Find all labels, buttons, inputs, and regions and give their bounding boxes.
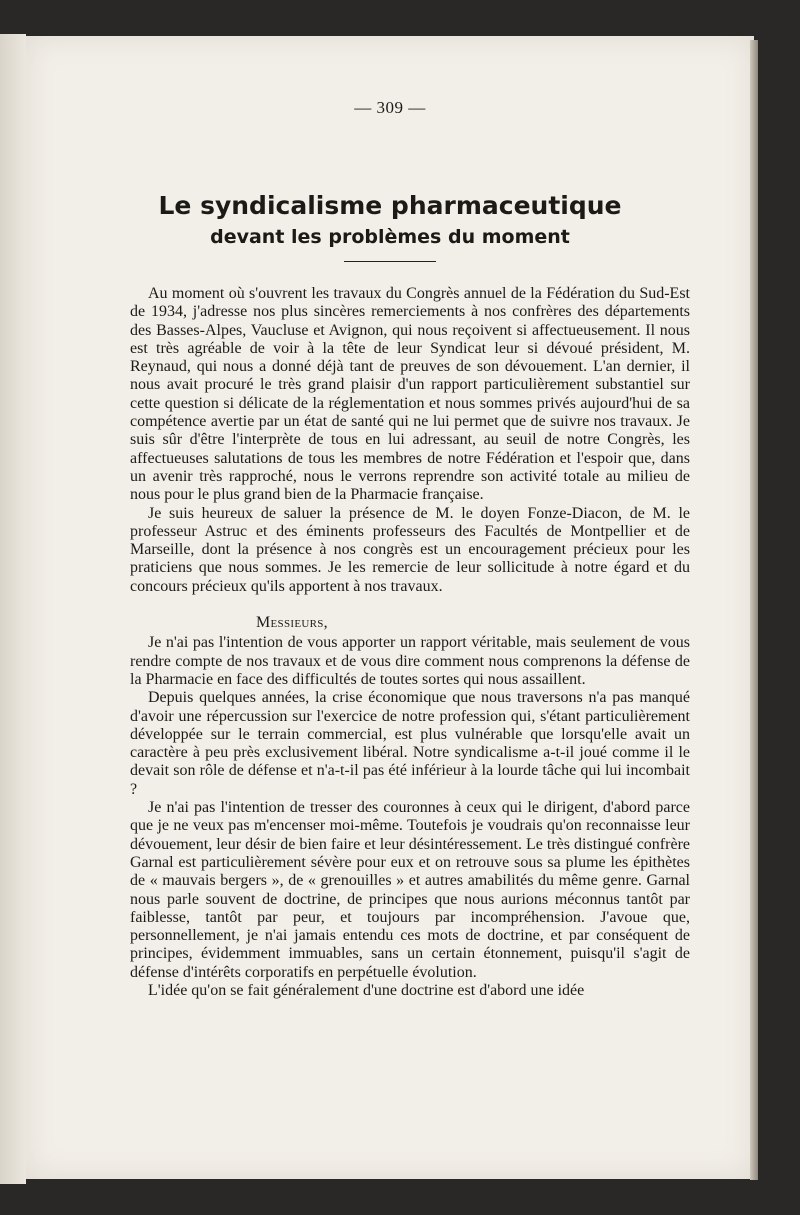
- article-body: [130, 285, 690, 1000]
- article-subtitle: devant les problèmes du moment: [210, 226, 570, 248]
- paragraph: Je n'ai pas l'intention de tresser des couronnes à ceux qui le dirigent, d'abord parce que je ne veux pas m'encenser moi-même. Toutefois je voudrais qu'on reconnaisse leur dévouement, leur désir de bien faire et leur désintéressement. Le très distingué confrère Garnal est particulièrement sévère pour eux et on retrouve sous sa plume les épithètes de « mauvais bergers », de « grenouilles » et autres amabilités du même genre. Garnal nous parle souvent de doctrine, de principes que nous aurions méconnus tantôt par faiblesse, tantôt par peur, et toujours par incompréhension. J'avoue que, personnellement, je n'ai jamais entendu ces mots de doctrine, et par conséquent de principes, évidemment immuables, sans un certain étonnement, puisqu'il s'agit de défense d'intérêts corporatifs en perpétuelle évolution.: [130, 799, 690, 981]
- page-number: — 309 —: [354, 98, 426, 117]
- title-divider: [344, 261, 436, 262]
- paragraph: Je n'ai pas l'intention de vous apporter un rapport véritable, mais seulement de vous rendre compte de nos travaux et de vous dire comment nous comprenons la défense de la Pharmacie en face des difficultés de toutes sortes qui nous assaillent.: [130, 634, 690, 688]
- paragraph: Au moment où s'ouvrent les travaux du Congrès annuel de la Fédération du Sud-Est de 1934, j'adresse nos plus sincères remerciements à nos confrères des départements des Basses-Alpes, Vaucluse et Avignon, qui nous reçoivent si affectueusement. Il nous est très agréable de voir à la tête de leur Syndicat leur si dévoué président, M. Reynaud, qui nous a donné déjà tant de preuves de son dévouement. L'an dernier, il nous avait procuré le très grand plaisir d'un rapport particulièrement substantiel sur cette question si délicate de la réglementation et nous sommes privés aujourd'hui de sa compétence avertie par un état de santé qui ne lui permet que de suivre nos travaux. Je suis sûr d'être l'interprète de tous en lui adressant, au seuil de notre Congrès, les affectueuses salutations de tous les membres de notre Fédération et l'espoir que, dans un avenir très rapproché, nous le verrons reprendre son activité totale au milieu de nous pour le plus grand bien de la Pharmacie française.: [130, 285, 690, 504]
- document-page: [26, 36, 754, 1179]
- adjacent-page-edge: [0, 34, 26, 1184]
- article-title: Le syndicalisme pharmaceutique: [158, 191, 622, 220]
- paragraph: Depuis quelques années, la crise économique que nous traversons n'a pas manqué d'avoir une répercussion sur l'exercice de notre profession qui, s'étant particulièrement développée sur le terrain commercial, est plus vulnérable que lorsqu'elle avait un caractère à peu près exclusivement libéral. Notre syndicalisme a-t-il joué comme il le devait son rôle de défense et n'a-t-il pas été inférieur à la lourde tâche qui lui incombait ?: [130, 689, 690, 798]
- paragraph: L'idée qu'on se fait généralement d'une doctrine est d'abord une idée: [148, 981, 585, 999]
- salutation: Messieurs,: [256, 614, 328, 632]
- page-edge-shadow: [750, 40, 758, 1180]
- paragraph: Je suis heureux de saluer la présence de M. le doyen Fonze-Diacon, de M. le professeur Astruc et des éminents professeurs des Facultés de Montpellier et de Marseille, dont la présence à nos congrès est un encouragement précieux pour les praticiens que nous sommes. Je les remercie de leur sollicitude à notre égard et du concours précieux qu'ils apportent à nos travaux.: [130, 504, 690, 595]
